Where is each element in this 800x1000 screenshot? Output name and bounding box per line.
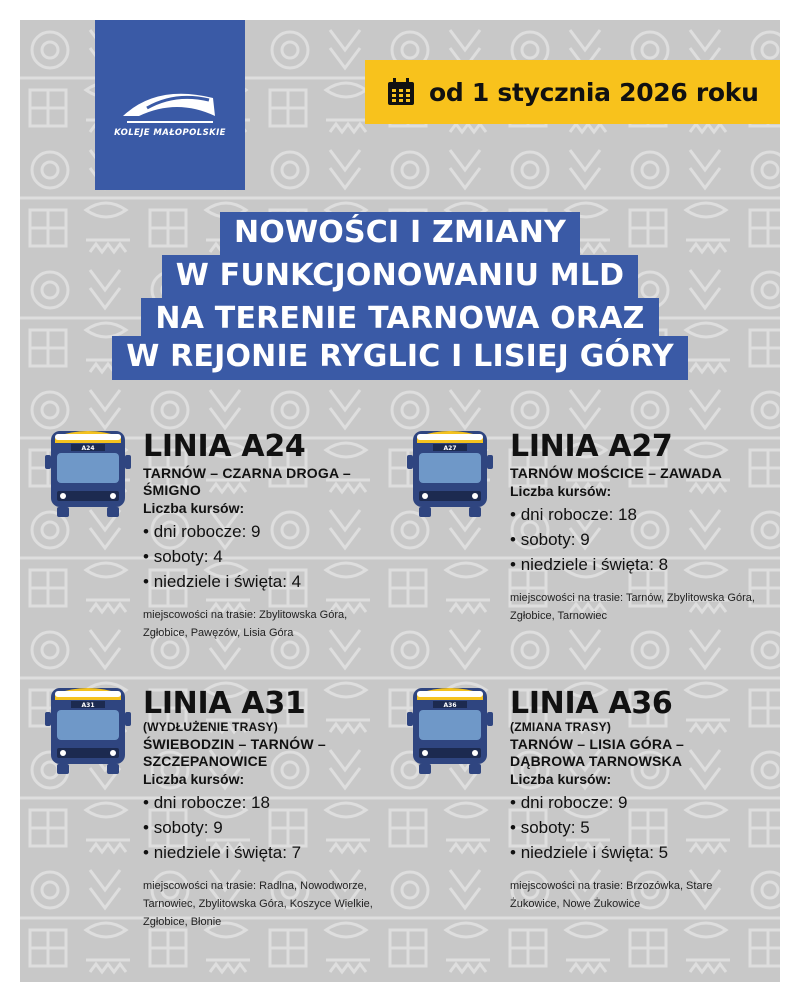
brand-name: KOLEJE MAŁOPOLSKIE <box>114 128 226 138</box>
line-title: LINIA A31 <box>143 686 306 721</box>
towns-on-route: miejscowości na trasie: Tarnów, Zbylitowska Góra, Zgłobice, Tarnowiec <box>510 592 755 622</box>
trips-weekdays: • dni robocze: 18 <box>510 502 765 527</box>
trip-counts <box>510 502 765 577</box>
towns-on-route: miejscowości na trasie: Zbylitowska Góra, Zgłobice, Pawęzów, Lisia Góra <box>143 609 348 639</box>
bus-icon <box>45 425 131 519</box>
line-details <box>143 688 388 931</box>
towns-on-route: miejscowości na trasie: Radlna, Nowodworze, Tarnowiec, Zbylitowska Góra, Koszyce Wielkie, Zgłobice, Błonie <box>143 880 373 928</box>
bus-sign: A31 <box>81 702 95 709</box>
line-note: (WYDŁUŻENIE TRASY) <box>143 720 278 734</box>
effective-date-text: od 1 stycznia 2026 roku <box>429 77 759 107</box>
trip-counts <box>510 790 755 865</box>
trips-label: Liczba kursów: <box>510 771 612 787</box>
trips-label: Liczba kursów: <box>143 771 245 787</box>
trips-weekdays: • dni robocze: 18 <box>143 790 388 815</box>
headline-line-4-row <box>0 336 800 380</box>
calendar-icon <box>385 76 417 108</box>
headline-line-2: W FUNKCJONOWANIU MLD <box>162 255 639 299</box>
towns-on-route: miejscowości na trasie: Brzozówka, Stare Żukowice, Nowe Żukowice <box>510 880 713 910</box>
trips-saturdays: • soboty: 4 <box>143 544 383 569</box>
bus-sign: A24 <box>81 445 95 452</box>
trips-saturdays: • soboty: 9 <box>143 815 388 840</box>
headline-line-3: NA TERENIE TARNOWA ORAZ <box>141 298 658 342</box>
trips-saturdays: • soboty: 9 <box>510 527 765 552</box>
line-title: LINIA A27 <box>510 429 673 464</box>
trips-weekdays: • dni robocze: 9 <box>143 519 383 544</box>
trips-sundays-holidays: • niedziele i święta: 8 <box>510 552 765 577</box>
bus-icon <box>407 425 493 519</box>
line-route: TARNÓW MOŚCICE – ZAWADA <box>510 465 723 481</box>
trips-sundays-holidays: • niedziele i święta: 5 <box>510 840 755 865</box>
line-details <box>143 431 383 642</box>
bus-sign: A36 <box>443 702 457 709</box>
line-title: LINIA A24 <box>143 429 306 464</box>
line-details <box>510 431 765 625</box>
line-details <box>510 688 755 913</box>
line-route: TARNÓW – CZARNA DROGA – ŚMIGNO <box>143 465 351 498</box>
trips-saturdays: • soboty: 5 <box>510 815 755 840</box>
trips-sundays-holidays: • niedziele i święta: 7 <box>143 840 388 865</box>
bus-icon <box>45 682 131 776</box>
bus-icon <box>407 682 493 776</box>
line-route: ŚWIEBODZIN – TARNÓW – SZCZEPANOWICE <box>143 736 326 769</box>
trip-counts <box>143 790 388 865</box>
headline-line-2-row <box>0 255 800 299</box>
headline-line-1-row <box>0 212 800 256</box>
brand-logo <box>95 20 245 190</box>
trips-label: Liczba kursów: <box>510 483 612 499</box>
logo-icon <box>117 86 223 126</box>
headline-line-1: NOWOŚCI I ZMIANY <box>220 212 580 256</box>
line-title: LINIA A36 <box>510 686 673 721</box>
trips-label: Liczba kursów: <box>143 500 245 516</box>
trips-sundays-holidays: • niedziele i święta: 4 <box>143 569 383 594</box>
headline-line-4: W REJONIE RYGLIC I LISIEJ GÓRY <box>112 336 688 380</box>
trips-weekdays: • dni robocze: 9 <box>510 790 755 815</box>
line-route: TARNÓW – LISIA GÓRA – DĄBROWA TARNOWSKA <box>510 736 685 769</box>
effective-date-badge <box>365 60 780 124</box>
bus-sign: A27 <box>443 445 457 452</box>
line-note: (ZMIANA TRASY) <box>510 720 612 734</box>
trip-counts <box>143 519 383 594</box>
